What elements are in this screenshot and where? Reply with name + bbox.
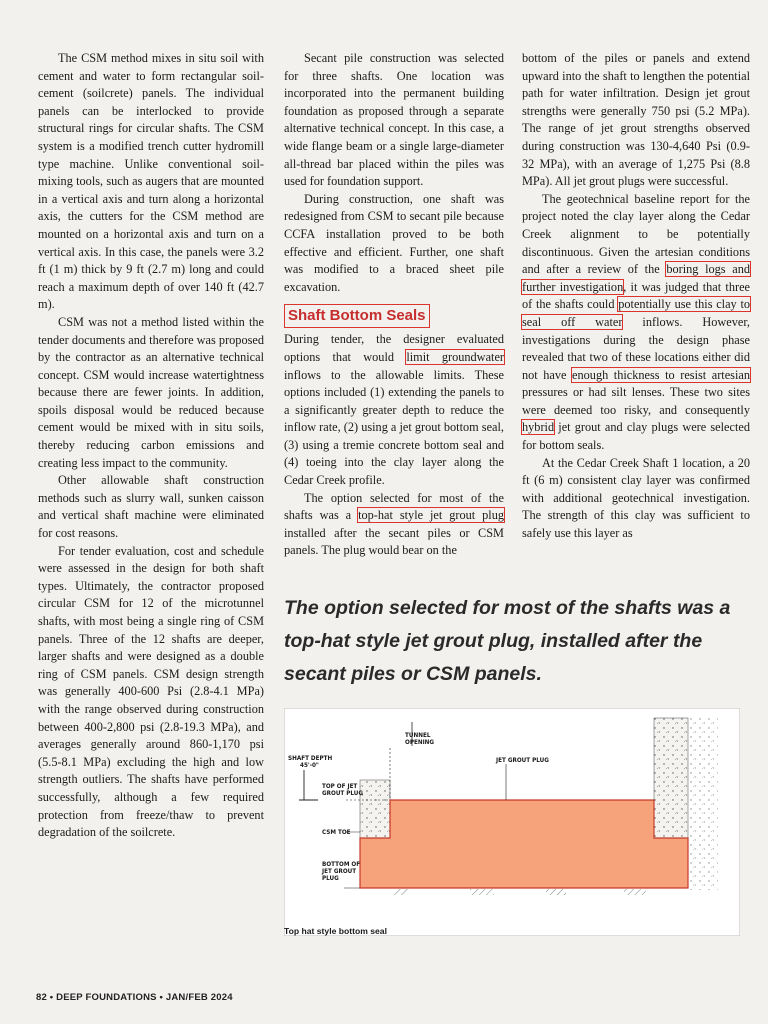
highlighted-phrase: hybrid: [522, 420, 555, 435]
label-top-of-plug: GROUT PLUG: [322, 790, 364, 797]
paragraph: Other allowable shaft construction methods such as slurry wall, sunken caisson and vertical shaft machine were eliminated for cost reasons.: [38, 473, 264, 541]
paragraph: During construction, one shaft was redesigned from CSM to secant pile because CCFA installation proved to be both effective and efficient. Further, one shaft was modified to a braced sheet pile excavation.: [284, 191, 504, 294]
label-csm-toe: CSM TOE: [322, 829, 351, 836]
highlighted-phrase: top-hat style jet grout plug: [358, 508, 504, 523]
soil-hatch: [624, 889, 646, 895]
label-jet-grout-plug: JET GROUT PLUG: [496, 757, 549, 764]
highlighted-phrase: limit groundwater: [406, 349, 504, 364]
paragraph: Secant pile construction was selected for three shafts. One location was incorporated into the permanent building foundation as proposed through a separate alternative technical concept. In this case, a wide flange beam or a single large-diameter all-thread bar placed within the piles was used for foundation support.: [284, 51, 504, 189]
text-run: inflows. However, investigations during the design phase revealed that two of these locations either did not have: [522, 314, 750, 382]
jet-grout-plug: [360, 800, 688, 888]
csm-panel-left-texture: [360, 780, 390, 838]
text-run: jet grout and clay plugs were selected for bottom seals.: [522, 420, 750, 453]
soil-hatch: [546, 889, 566, 895]
text-run: pressures or had silt lenses. These two sites were deemed too risky, and consequently: [522, 385, 750, 417]
page-footer: 82 • DEEP FOUNDATIONS • JAN/FEB 2024: [36, 992, 233, 1003]
paragraph: [284, 331, 504, 489]
figure-caption: Top hat style bottom seal: [284, 926, 387, 936]
paragraph: CSM was not a method listed within the tender documents and therefore was proposed by the contractor as an alternative technical concept. CSM would increase watertightness because there are fewer joints. In addition, spoils disposal would be reduced because cement would be mixed with in situ soils, thereby reducing carbon emissions and creating less impact to the community.: [38, 314, 264, 470]
paragraph: For tender evaluation, cost and schedule were assessed in the design for both shaft types. Ultimately, the contractor proposed circular CSM for 12 of the microtunnel shafts, with most being a single ring of CSM panels. Three of the 12 shafts are deeper, larger shafts and were designed as a double ring of CSM panels. CSM design strength was generally 400-600 Psi (2.8-4.1 MPa) with the range observed during construction between 400-2,800 psi (2.8-19.3 MPa), and averages generally around 860-1,170 psi (5.5-8.1 MPa) excluding the high and low strength outliers. The shafts have performed successfully, although a few required protection from freeze/thaw to prevent degradation of the soilcrete.: [38, 543, 264, 840]
paragraph: [284, 490, 504, 560]
label-shaft-depth: 45'-0": [300, 762, 319, 769]
section-heading: Shaft Bottom Seals: [284, 304, 430, 328]
text-run: The geotechnical baseline report for the project noted the clay layer along the Cedar Creek alignment to be potentially discontinuous. Given the artesian conditions and after a review of the: [522, 191, 750, 277]
text-run: During tender, the designer evaluated options that would: [284, 332, 504, 364]
pull-quote: The option selected for most of the shafts was a top-hat style jet grout plug, installed after the secant piles or CSM panels.: [284, 597, 731, 685]
paragraph: [522, 191, 750, 455]
label-tunnel-opening: OPENING: [405, 739, 435, 746]
text-column-3: [522, 50, 750, 543]
soil-hatch: [470, 889, 494, 895]
label-bottom-of-plug: PLUG: [322, 875, 339, 882]
label-top-of-plug: TOP OF JET: [322, 783, 358, 790]
paragraph: At the Cedar Creek Shaft 1 location, a 20 ft (6 m) consistent clay layer was confirmed with additional geotechnical investigation. The strength of this clay was sufficient to safely use this layer as: [522, 455, 750, 541]
highlighted-phrase: boring logs and further investigation: [522, 262, 750, 294]
label-tunnel-opening: TUNNEL: [405, 732, 431, 739]
text-column-1: [38, 50, 264, 842]
highlighted-phrase: potentially use this clay to seal off water: [522, 297, 751, 329]
label-shaft-depth: SHAFT DEPTH: [288, 755, 333, 762]
soil-hatch: [394, 889, 408, 895]
bottom-seal-diagram: [284, 708, 740, 936]
paragraph: bottom of the piles or panels and extend upward into the shaft to lengthen the potential path for water infiltration. Design jet grout strengths were generally 750 psi (5.2 MPa). The range of jet grout strengths observed during construction was 130-4,640 Psi (0.9-32 MPa), with an average of 1,275 Psi (8.8 MPa). All jet grout plugs were successful.: [522, 51, 750, 189]
diagram-svg: [284, 708, 740, 936]
label-bottom-of-plug: BOTTOM OF: [322, 861, 361, 868]
text-column-2: [284, 50, 504, 560]
soil-texture-right: [688, 718, 718, 890]
text-run: The option selected for most of the shafts was a: [284, 490, 504, 523]
label-bottom-of-plug: JET GROUT: [322, 868, 357, 875]
text-run: , it was judged that three of the shafts could: [522, 279, 750, 312]
highlighted-phrase: enough thickness to resist artesian: [572, 367, 750, 382]
section-heading-wrap: [284, 296, 504, 331]
text-run: inflows to the allowable limits. These options included (1) extending the panels to a significantly greater depth to reduce the inflow rate, (2) using a jet grout bottom seal, (3) using a tremie concrete bottom seal and (4) toeing into the clay layer along the Cedar Creek profile.: [284, 367, 504, 488]
csm-panel-right-texture: [654, 718, 688, 838]
text-run: installed after the secant piles or CSM panels. The plug would bear on the: [284, 525, 504, 558]
paragraph: The CSM method mixes in situ soil with cement and water to form rectangular soil-cement (soilcrete) panels. The individual panels can be interlocked to provide structural rings for circular shafts. The CSM system is a modified trench cutter hydromill type machine. Unlike conventional soil-mixing tools, such as augers that are mounted in a vertical axis and turn along a horizontal axis, the cutters for the CSM method are mounted on a horizontal axis and turn on a vertical axis. In this case, the panels were 3.2 ft (1 m) thick by 9 ft (2.7 m) long and could reach a maximum depth of over 140 ft (42.7 m).: [38, 51, 264, 312]
